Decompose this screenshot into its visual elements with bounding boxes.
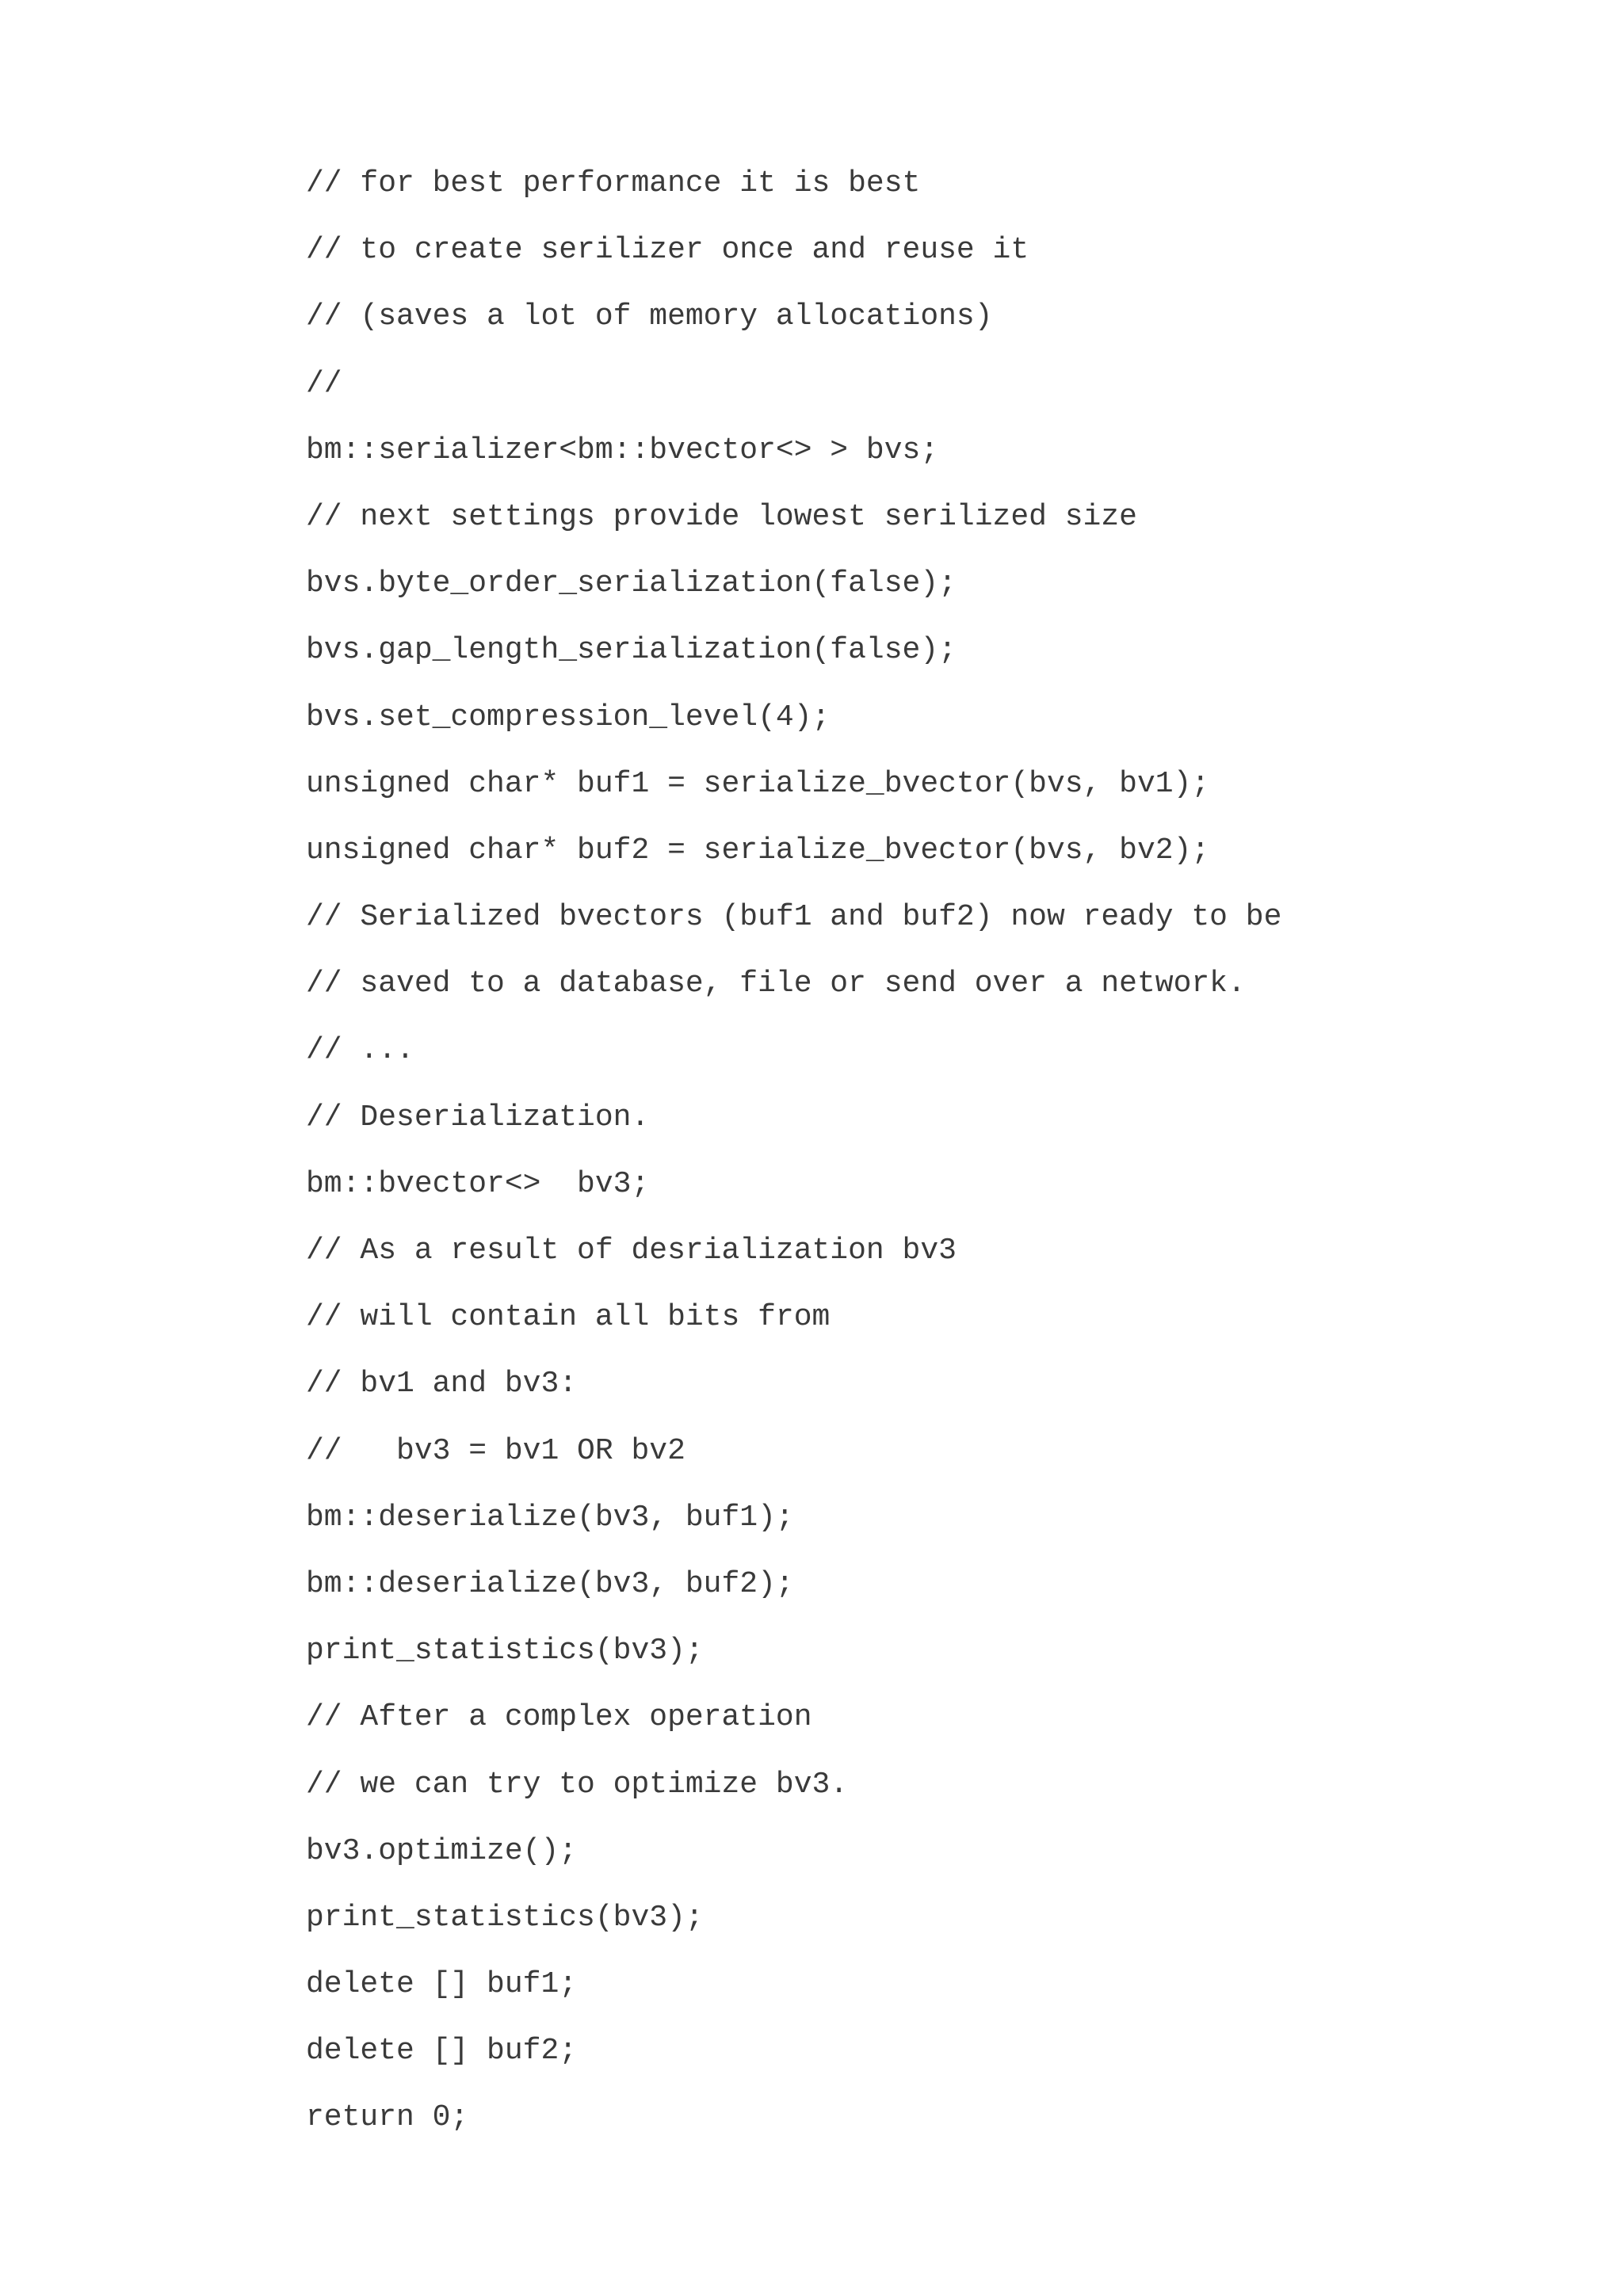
- code-line: // for best performance it is best: [306, 166, 921, 200]
- code-line: bvs.set_compression_level(4);: [306, 700, 831, 734]
- code-line: // saved to a database, file or send over a network.: [306, 967, 1246, 1001]
- code-line: // bv3 = bv1 OR bv2: [306, 1433, 685, 1468]
- code-listing: [306, 151, 1281, 2152]
- code-line: // Serialized bvectors (buf1 and buf2) now ready to be: [306, 900, 1282, 935]
- code-line: // As a result of desrialization bv3: [306, 1234, 957, 1268]
- code-line: bv3.optimize();: [306, 1833, 578, 1868]
- code-line: // After a complex operation: [306, 1700, 812, 1735]
- code-line: print_statistics(bv3);: [306, 1900, 704, 1935]
- code-line: bm::deserialize(bv3, buf1);: [306, 1500, 794, 1535]
- code-line: bvs.byte_order_serialization(false);: [306, 566, 957, 601]
- code-line: bm::bvector<> bv3;: [306, 1166, 650, 1201]
- code-line: unsigned char* buf2 = serialize_bvector(bvs, bv2);: [306, 833, 1210, 868]
- code-line: // next settings provide lowest serilized size: [306, 499, 1137, 534]
- code-line: //: [306, 366, 342, 401]
- code-line: delete [] buf1;: [306, 1967, 578, 2002]
- code-line: // we can try to optimize bv3.: [306, 1767, 849, 1802]
- code-line: delete [] buf2;: [306, 2034, 578, 2069]
- code-line: bm::serializer<bm::bvector<> > bvs;: [306, 433, 939, 467]
- code-line: // bv1 and bv3:: [306, 1367, 578, 1402]
- code-line: print_statistics(bv3);: [306, 1634, 704, 1669]
- code-line: bvs.gap_length_serialization(false);: [306, 633, 957, 668]
- code-line: unsigned char* buf1 = serialize_bvector(bvs, bv1);: [306, 766, 1210, 801]
- code-line: bm::deserialize(bv3, buf2);: [306, 1566, 794, 1601]
- code-line: // to create serilizer once and reuse it: [306, 233, 1029, 268]
- code-line: // (saves a lot of memory allocations): [306, 299, 993, 334]
- code-line: // Deserialization.: [306, 1100, 650, 1135]
- code-line: // ...: [306, 1033, 414, 1068]
- code-line: // will contain all bits from: [306, 1300, 831, 1335]
- code-line: return 0;: [306, 2100, 469, 2135]
